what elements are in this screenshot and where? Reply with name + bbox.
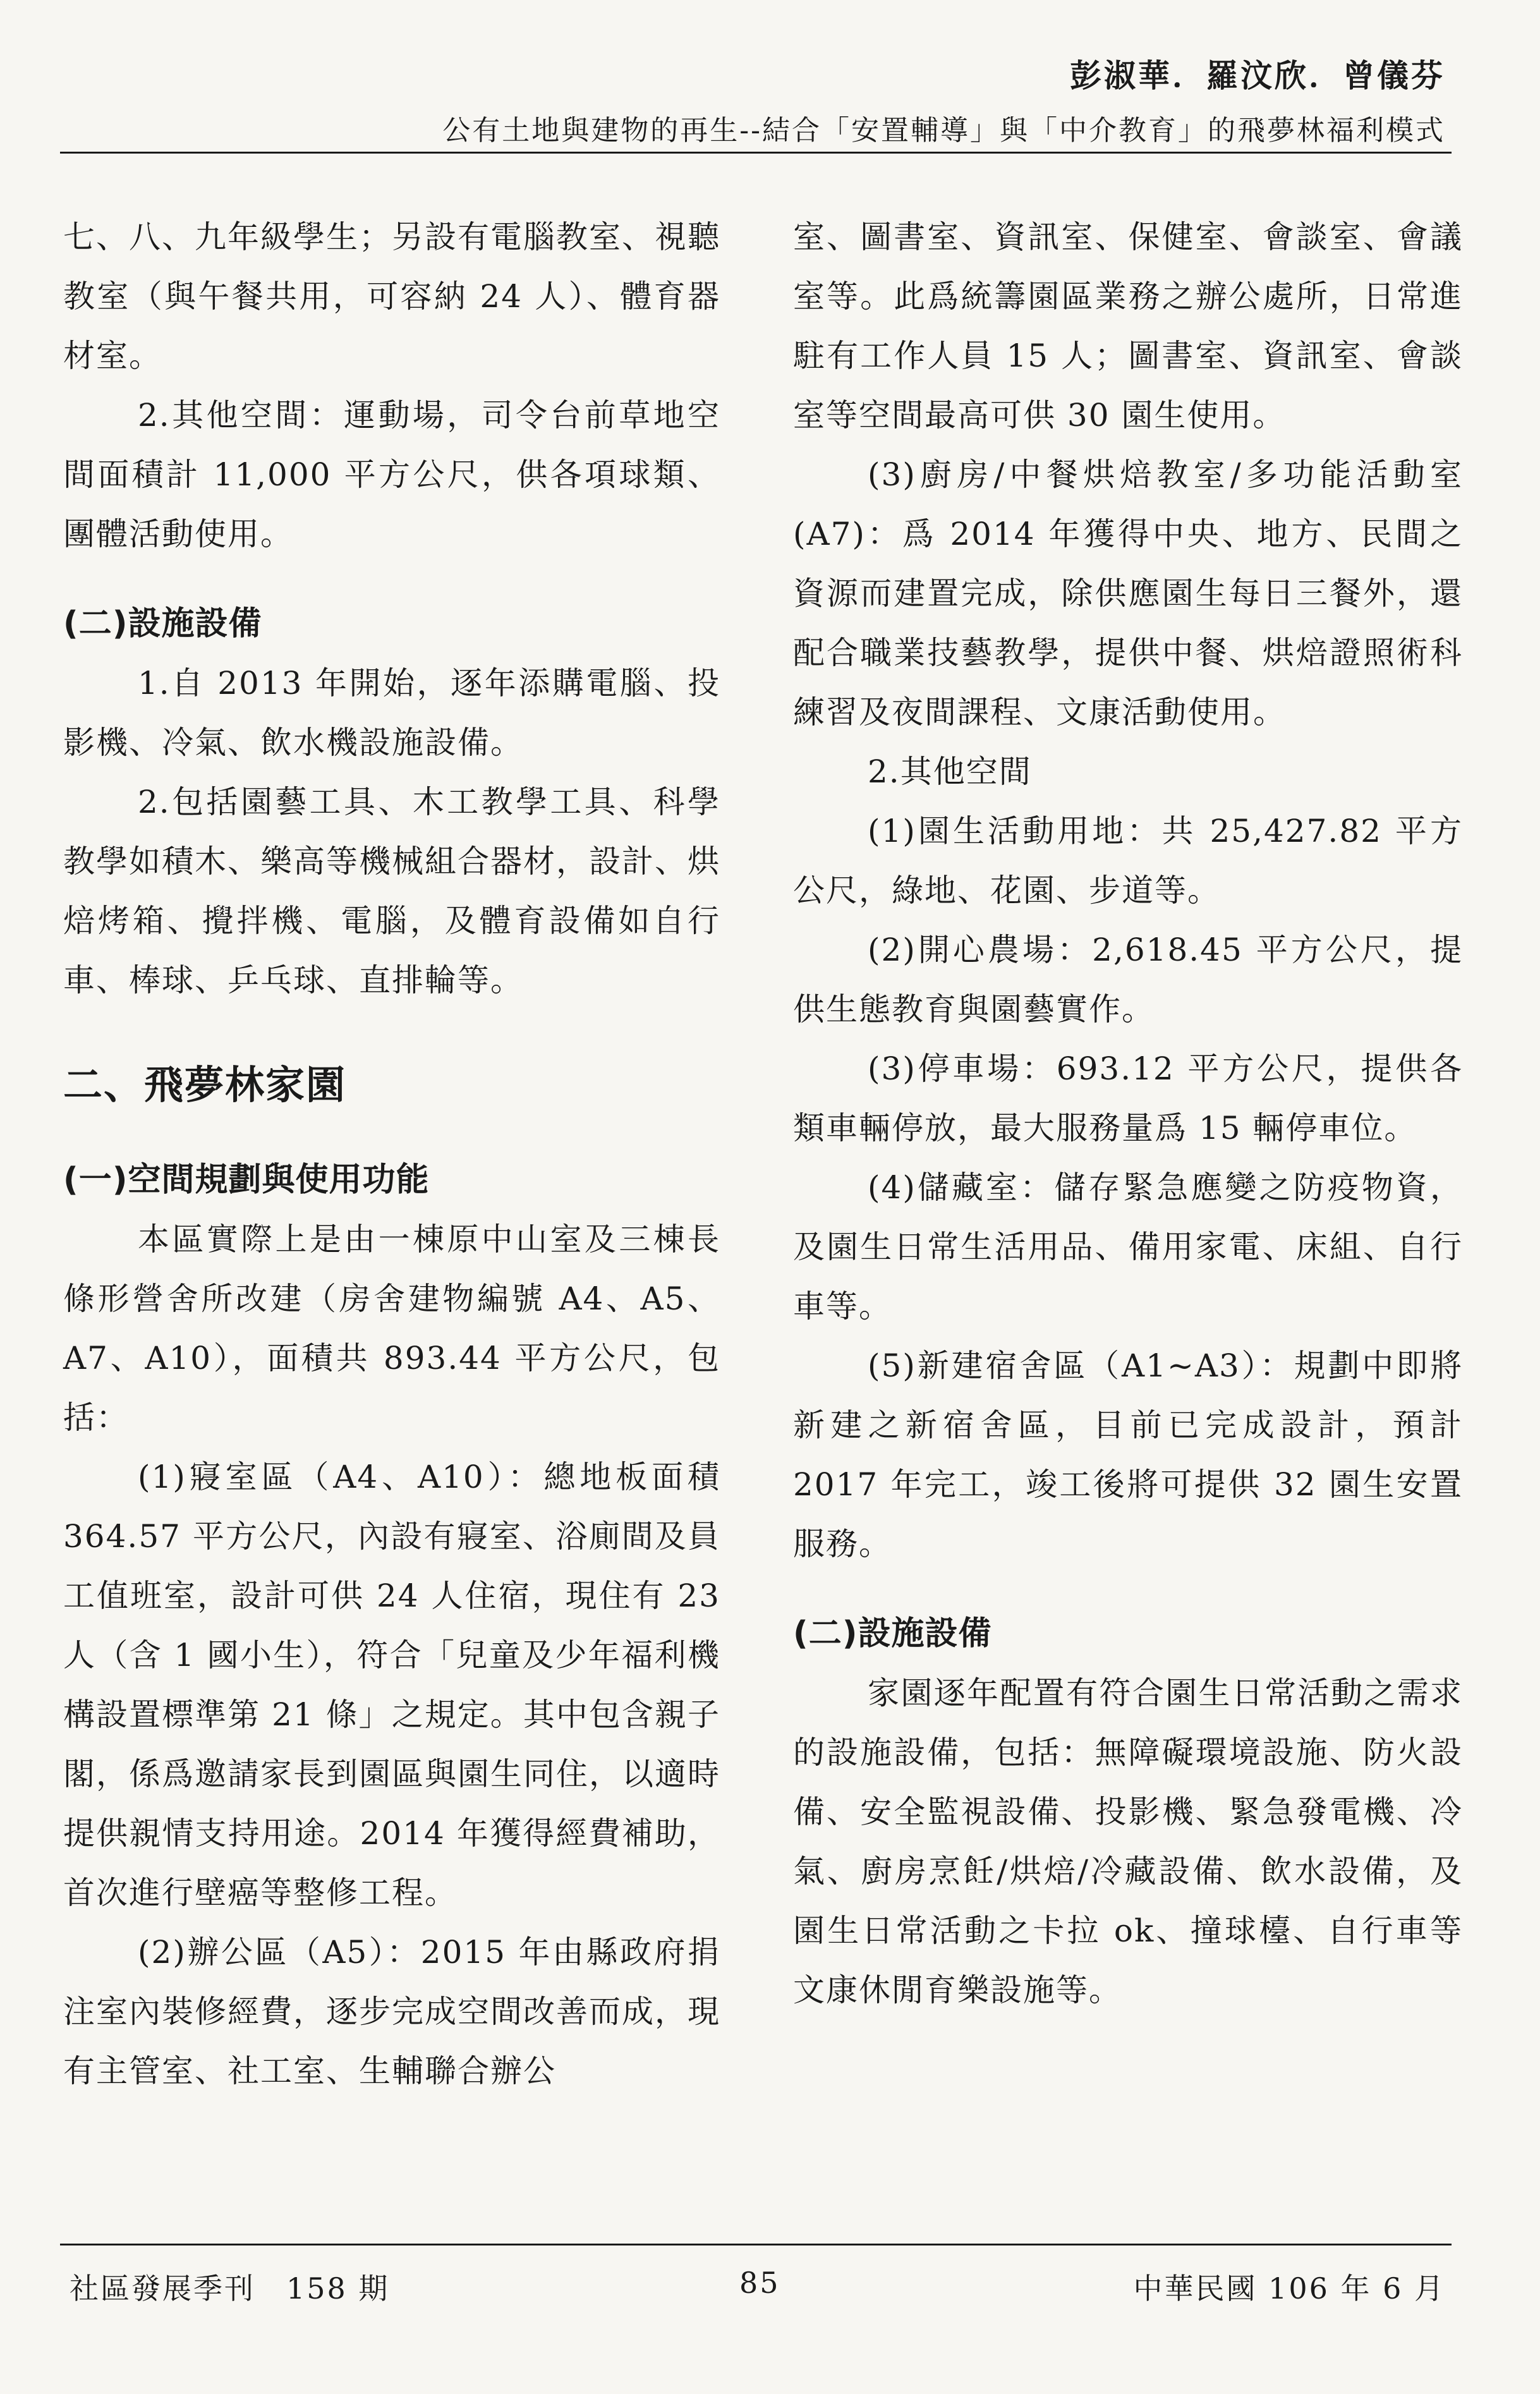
paragraph: (2)辦公區（A5）：2015 年由縣政府捐注室內裝修經費，逐步完成空間改善而成，現有主管室、社工室、生輔聯合辦公 xyxy=(63,1934,720,2089)
paragraph: (5)新建宿舍區（A1~A3）：規劃中即將新建之新宿舍區，目前已完成設計，預計 2017 年完工，竣工後將可提供 32 園生安置服務。 xyxy=(793,1347,1463,1562)
paragraph: 2.包括園藝工具、木工教學工具、科學教學如積木、樂高等機械組合器材，設計、烘焙烤箱、攪拌機、電腦，及體育設備如自行車、棒球、乒乓球、直排輪等。 xyxy=(63,784,720,999)
paragraph: (4)儲藏室：儲存緊急應變之防疫物資，及園生日常生活用品、備用家電、床組、自行車等。 xyxy=(793,1169,1463,1325)
footer-page-number: 85 xyxy=(739,2266,780,2300)
paragraph: (1)寢室區（A4、A10）：總地板面積 364.57 平方公尺，內設有寢室、浴廁間及員工值班室，設計可供 24 人住宿，現住有 23 人（含 1 國小生），符合「兒童及少年福利機構設置標準第 21 條」之規定。其中包含親子閣，係爲邀請家長到園區與園生同住，以適時提供親情支持用途。2014 年獲得經費補助，首次進行壁癌等整修工程。 xyxy=(63,1459,720,1911)
paragraph: 七、八、九年級學生；另設有電腦教室、視聽教室（與午餐共用，可容納 24 人）、體育器材室。 xyxy=(63,219,720,374)
paragraph: 2.其他空間：運動場，司令台前草地空間面積計 11,000 平方公尺，供各項球類、團體活動使用。 xyxy=(63,397,720,552)
section-heading-facilities: (二)設施設備 xyxy=(793,1615,992,1653)
chapter-heading: 二、飛夢林家園 xyxy=(63,1062,347,1108)
paragraph: (1)園生活動用地：共 25,427.82 平方公尺，綠地、花園、步道等。 xyxy=(793,813,1463,909)
footer-journal: 社區發展季刊 158 期 xyxy=(70,2271,390,2306)
right-column xyxy=(793,207,1463,2020)
left-column xyxy=(63,207,720,2101)
paragraph: 2.其他空間 xyxy=(868,753,1032,790)
header-authors: 彭淑華．羅汶欣．曾儀芬 xyxy=(1070,57,1445,94)
header-divider xyxy=(60,152,1452,154)
paragraph: (3)廚房/中餐烘焙教室/多功能活動室(A7)：爲 2014 年獲得中央、地方、民間之資源而建置完成，除供應園生每日三餐外，還配合職業技藝教學，提供中餐、烘焙證照術科練習及夜間課程、文康活動使用。 xyxy=(793,456,1463,731)
section-heading-space: (一)空間規劃與使用功能 xyxy=(63,1161,430,1199)
paragraph: 本區實際上是由一棟原中山室及三棟長條形營舍所改建（房舍建物編號 A4、A5、A7、A10），面積共 893.44 平方公尺，包括： xyxy=(63,1221,720,1436)
paragraph: (2)開心農場：2,618.45 平方公尺，提供生態教育與園藝實作。 xyxy=(793,932,1463,1028)
paragraph: (3)停車場：693.12 平方公尺，提供各類車輛停放，最大服務量爲 15 輛停車位。 xyxy=(793,1050,1463,1146)
paragraph: 家園逐年配置有符合園生日常活動之需求的設施設備，包括：無障礙環境設施、防火設備、安全監視設備、投影機、緊急發電機、冷氣、廚房烹飪/烘焙/冷藏設備、飲水設備，及園生日常活動之卡拉 ok、撞球檯、自行車等文康休閒育樂設施等。 xyxy=(793,1675,1463,2008)
section-heading-facilities: (二)設施設備 xyxy=(63,605,262,643)
footer-divider xyxy=(60,2244,1452,2245)
footer-date: 中華民國 106 年 6 月 xyxy=(1133,2271,1445,2306)
header-title: 公有土地與建物的再生--結合「安置輔導」與「中介教育」的飛夢林福利模式 xyxy=(442,114,1445,147)
paragraph: 室、圖書室、資訊室、保健室、會談室、會議室等。此爲統籌園區業務之辦公處所，日常進駐有工作人員 15 人；圖書室、資訊室、會談室等空間最高可供 30 園生使用。 xyxy=(793,219,1463,434)
paragraph: 1.自 2013 年開始，逐年添購電腦、投影機、冷氣、飲水機設施設備。 xyxy=(63,665,720,761)
